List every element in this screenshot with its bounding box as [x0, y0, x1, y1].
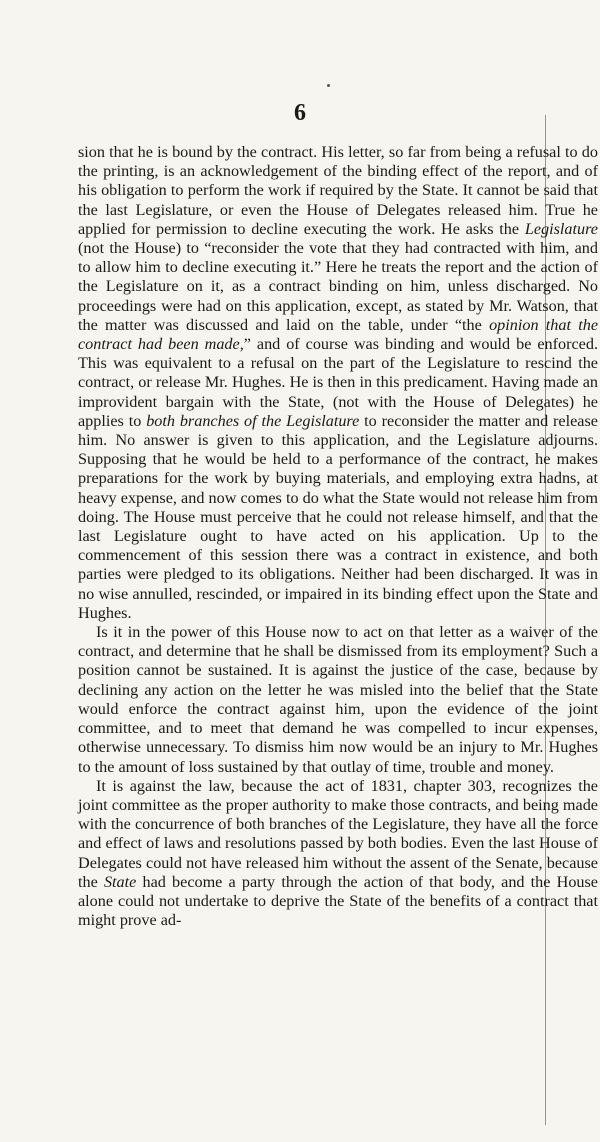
paragraph	[78, 777, 598, 931]
italic-text: both branches of the Legislature	[146, 411, 360, 430]
text-run: to reconsider the matter and release him. No answer is given to this application, and the Legislature adjourns. Supposing that he would be held to a performance of the contract, he makes preparations for the work by buying materials, and employing extra hadns, at heavy expense, and now comes to do what the State would not release him from doing. The House must perceive that he could not release himself, and that the last Legislature ought to have acted on his application. Up to the commencement of this session there was a contract in existence, and both parties were pledged to its obligations. Neither had been discharged. It was in no wise annulled, rescinded, or impaired in its binding effect upon the State and Hughes.	[78, 411, 598, 622]
text-run: sion that he is bound by the contract. His letter, so far from being a refusal to do the printing, is an acknowledgement of the binding effect of the report, and of his obligation to perform the work if required by the State. It cannot be said that the last Legislature, or even the House of Delegates released him. True he applied for permission to decline executing the work. He asks the	[78, 143, 598, 238]
body-text	[78, 143, 598, 930]
italic-text: opinion that the contract had been made,	[78, 315, 599, 354]
italic-text: State	[103, 872, 137, 891]
text-run: Is it in the power of this House now to act on that letter as a waiver of the contract, and determine that he shall be dismissed from its employment? Such a position cannot be sustained. It is against the justice of the case, because by declining any action on the letter he was misled into the belief that the State would enforce the contract against him, upon the evidence of the joint committee, and to meet that demand he was compelled to incur expenses, otherwise unnecessary. To dismiss him now would be an injury to Mr. Hughes to the amount of loss sustained by that outlay of time, trouble and money.	[78, 623, 598, 776]
text-run: ” and of course was binding and would be enforced. This was equivalent to a refusal on the part of the Legislature to rescind the contract, or release Mr. Hughes. He is then in this predicament. Having made an improvident bargain with the State, (not with the House of Delegates) he applies to	[78, 335, 598, 430]
page-number: 6	[294, 100, 306, 126]
paragraph	[78, 623, 598, 777]
text-run: had become a party through the action of that body, and the House alone could not undertake to deprive the State of the benefits of a contract that might prove ad-	[78, 872, 598, 930]
italic-text: Legislature	[524, 219, 598, 238]
ink-speck	[327, 84, 330, 87]
text-run: It is against the law, because the act of 1831, chapter 303, recognizes the joint committee as the proper authority to make those contracts, and being made with the concurrence of both branches of the Legislature, they have all the force and effect of laws and resolutions passed by both bodies. Even the last House of Delegates could not have released him without the assent of the Senate, because the	[78, 776, 598, 891]
text-run: (not the House) to “reconsider the vote that they had contracted with him, and to allow him to decline executing it.” Here he treats the report and the action of the Legislature on it, as a contract binding on him, unless discharged. No proceedings were had on this application, except, as stated by Mr. Watson, that the matter was discussed and laid on the table, under “the	[78, 239, 598, 334]
paragraph	[78, 143, 598, 623]
